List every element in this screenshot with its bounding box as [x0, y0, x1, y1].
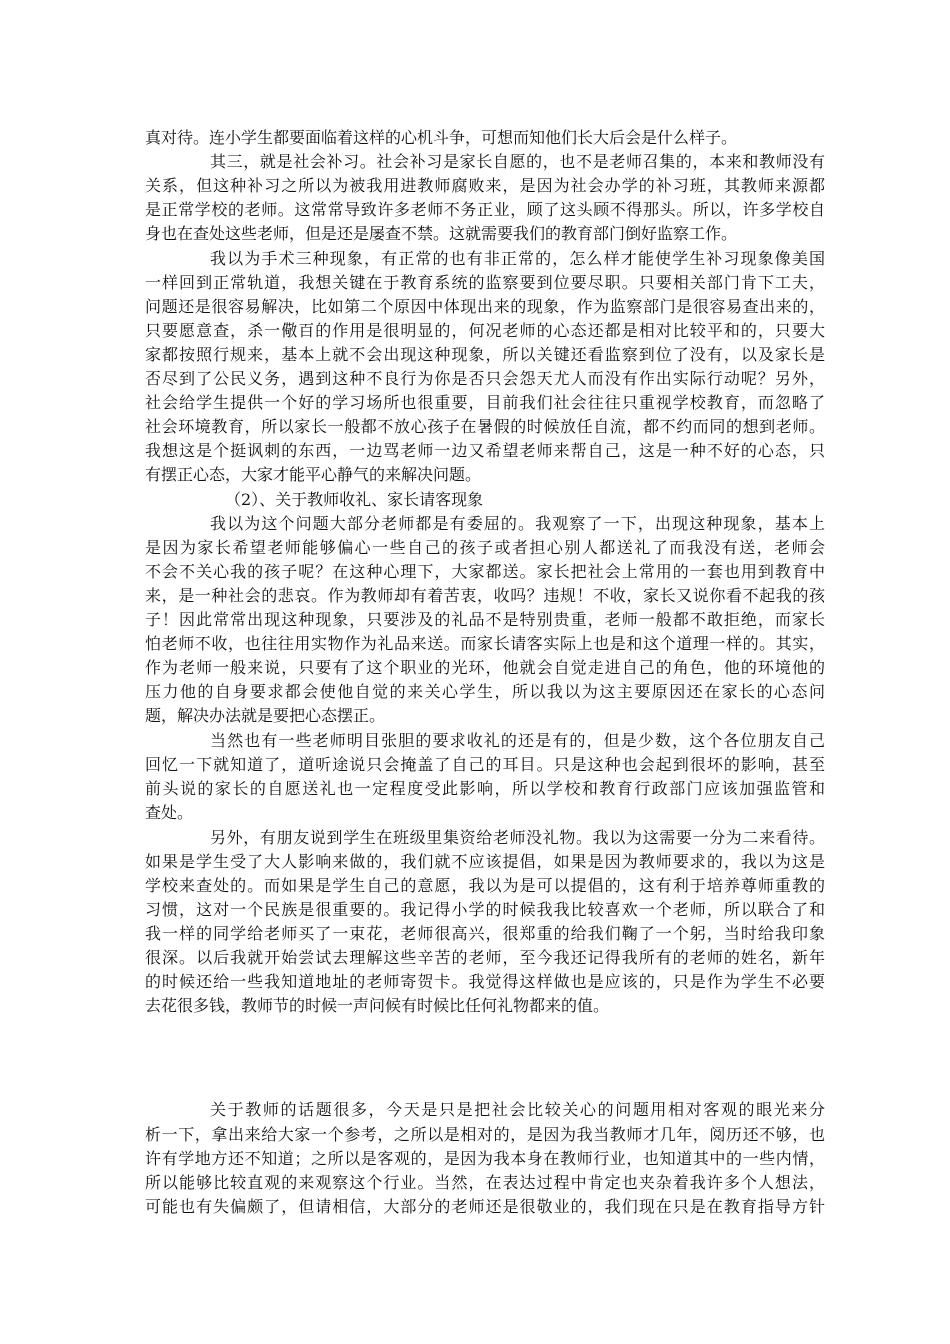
text-line: 我一样的同学给老师买了一束花，老师很高兴，很郑重的给我们鞠了一个躬，当时给我印象 [145, 924, 825, 943]
text-line: 身也在查处这些老师，但是还是屡查不禁。这就需要我们的教育部门倒好监察工作。 [145, 224, 738, 243]
text-line: 是因为家长希望老师能够偏心一些自己的孩子或者担心别人都送礼了而我没有送，老师会 [145, 538, 825, 557]
text-line: 是正常学校的老师。这常常导致许多老师不务正业，顾了这头顾不得那头。所以，许多学校自 [145, 200, 825, 219]
text-line: 查处。 [145, 803, 194, 822]
paragraph-start-line: 当然也有一些老师明目张胆的要求收礼的还是有的，但是少数，这个各位朋友自己 [210, 731, 825, 750]
text-line: 只要愿意查，杀一儆百的作用是很明显的，何况老师的心态还都是相对比较平和的，只要大 [145, 321, 825, 340]
text-line: 真对待。连小学生都要面临着这样的心机斗争，可想而知他们长大后会是什么样子。 [145, 128, 738, 147]
text-line: 否尽到了公民义务，遇到这种不良行为你是否只会怨天尤人而没有作出实际行动呢？另外， [145, 369, 825, 388]
text-line: 压力他的自身要求都会使他自觉的来关心学生，所以我以为这主要原因还在家长的心态问 [145, 682, 825, 701]
text-line: 题，解决办法就是要把心态摆正。 [145, 706, 386, 725]
paragraph-start-line: 另外，有朋友说到学生在班级里集资给老师没礼物。我以为这需要一分为二来看待。 [210, 828, 825, 847]
text-line: 习惯，这对一个民族是很重要的。我记得小学的时候我我比较喜欢一个老师，所以联合了和 [145, 900, 825, 919]
text-line: 所以能够比较直观的来观察这个行业。当然，在表达过程中肯定也夹杂着我许多个人想法， [145, 1173, 825, 1192]
text-line: 可能也有失偏颇了，但请相信，大部分的老师还是很敬业的，我们现在只是在教育指导方针 [145, 1197, 825, 1216]
text-line: 前头说的家长的自愿送礼也一定程度受此影响，所以学校和教育行政部门应该加强监管和 [145, 779, 825, 798]
text-line: 如果是学生受了大人影响来做的，我们就不应该提倡，如果是因为教师要求的，我以为这是 [145, 852, 825, 871]
text-line: 不会不关心我的孩子呢？在这种心理下，大家都送。家长把社会上常用的一套也用到教育中 [145, 562, 825, 581]
section-heading: （2）、关于教师收礼、家长请客现象 [225, 490, 484, 509]
text-line: 社会给学生提供一个好的学习场所也很重要，目前我们社会往往只重视学校教育，而忽略了 [145, 393, 825, 412]
text-line: 问题还是很容易解决，比如第二个原因中体现出来的现象，作为监察部门是很容易查出来的， [145, 297, 825, 316]
text-line: 许有学地方还不知道；之所以是客观的，是因为我本身在教师行业，也知道其中的一些内情， [145, 1149, 825, 1168]
text-line: 家都按照行规来，基本上就不会出现这种现象，所以关键还看监察到位了没有，以及家长是 [145, 345, 825, 364]
paragraph-start-line: 我以为这个问题大部分老师都是有委屈的。我观察了一下，出现这种现象，基本上 [210, 514, 825, 533]
text-line: 作为老师一般来说，只要有了这个职业的光环，他就会自觉走进自己的角色，他的环境他的 [145, 658, 825, 677]
text-line: 一样回到正常轨道，我想关键在于教育系统的监察要到位要尽职。只要相关部门肯下工夫， [145, 273, 825, 292]
text-line: 我想这是个挺讽刺的东西，一边骂老师一边又希望老师来帮自己，这是一种不好的心态，只 [145, 441, 825, 460]
text-line: 回忆一下就知道了，道听途说只会掩盖了自己的耳目。只是这种也会起到很坏的影响，甚至 [145, 755, 825, 774]
paragraph-start-line: 关于教师的话题很多，今天是只是把社会比较关心的问题用相对客观的眼光来分 [210, 1100, 825, 1119]
paragraph-start-line: 我以为手术三种现象，有正常的也有非正常的，怎么样才能使学生补习现象像美国 [210, 249, 825, 268]
text-line: 子！因此常常出现这种现象，只要涉及的礼品不是特别贵重，老师一般都不敢拒绝，而家长 [145, 610, 825, 629]
text-line: 关系，但这种补习之所以为被我用进教师腐败来，是因为社会办学的补习班，其教师来源都 [145, 176, 825, 195]
text-line: 来，是一种社会的悲哀。作为教师却有着苦衷，收吗？违规！不收，家长又说你看不起我的孩 [145, 586, 825, 605]
text-line: 去花很多钱，教师节的时候一声问候有时候比任何礼物都来的值。 [145, 996, 610, 1015]
text-line: 怕老师不收，也往往用实物作为礼品来送。而家长请客实际上也是和这个道理一样的。其实， [145, 634, 825, 653]
text-line: 很深。以后我就开始尝试去理解这些辛苦的老师，至今我还记得我所有的老师的姓名，新年 [145, 948, 825, 967]
text-line: 有摆正心态，大家才能平心静气的来解决问题。 [145, 465, 482, 484]
paragraph-start-line: 其三，就是社会补习。社会补习是家长自愿的，也不是老师召集的，本来和教师没有 [210, 152, 825, 171]
text-line: 学校来查处的。而如果是学生自己的意愿，我以为是可以提倡的，这有利于培养尊师重教的 [145, 876, 825, 895]
text-line: 析一下，拿出来给大家一个参考，之所以是相对的，是因为我当教师才几年，阅历还不够，也 [145, 1125, 825, 1144]
text-line: 的时候还给一些我知道地址的老师寄贺卡。我觉得这样做也是应该的，只是作为学生不必要 [145, 972, 825, 991]
text-line: 社会环境教育，所以家长一般都不放心孩子在暑假的时候放任自流，都不约而同的想到老师。 [145, 417, 825, 436]
